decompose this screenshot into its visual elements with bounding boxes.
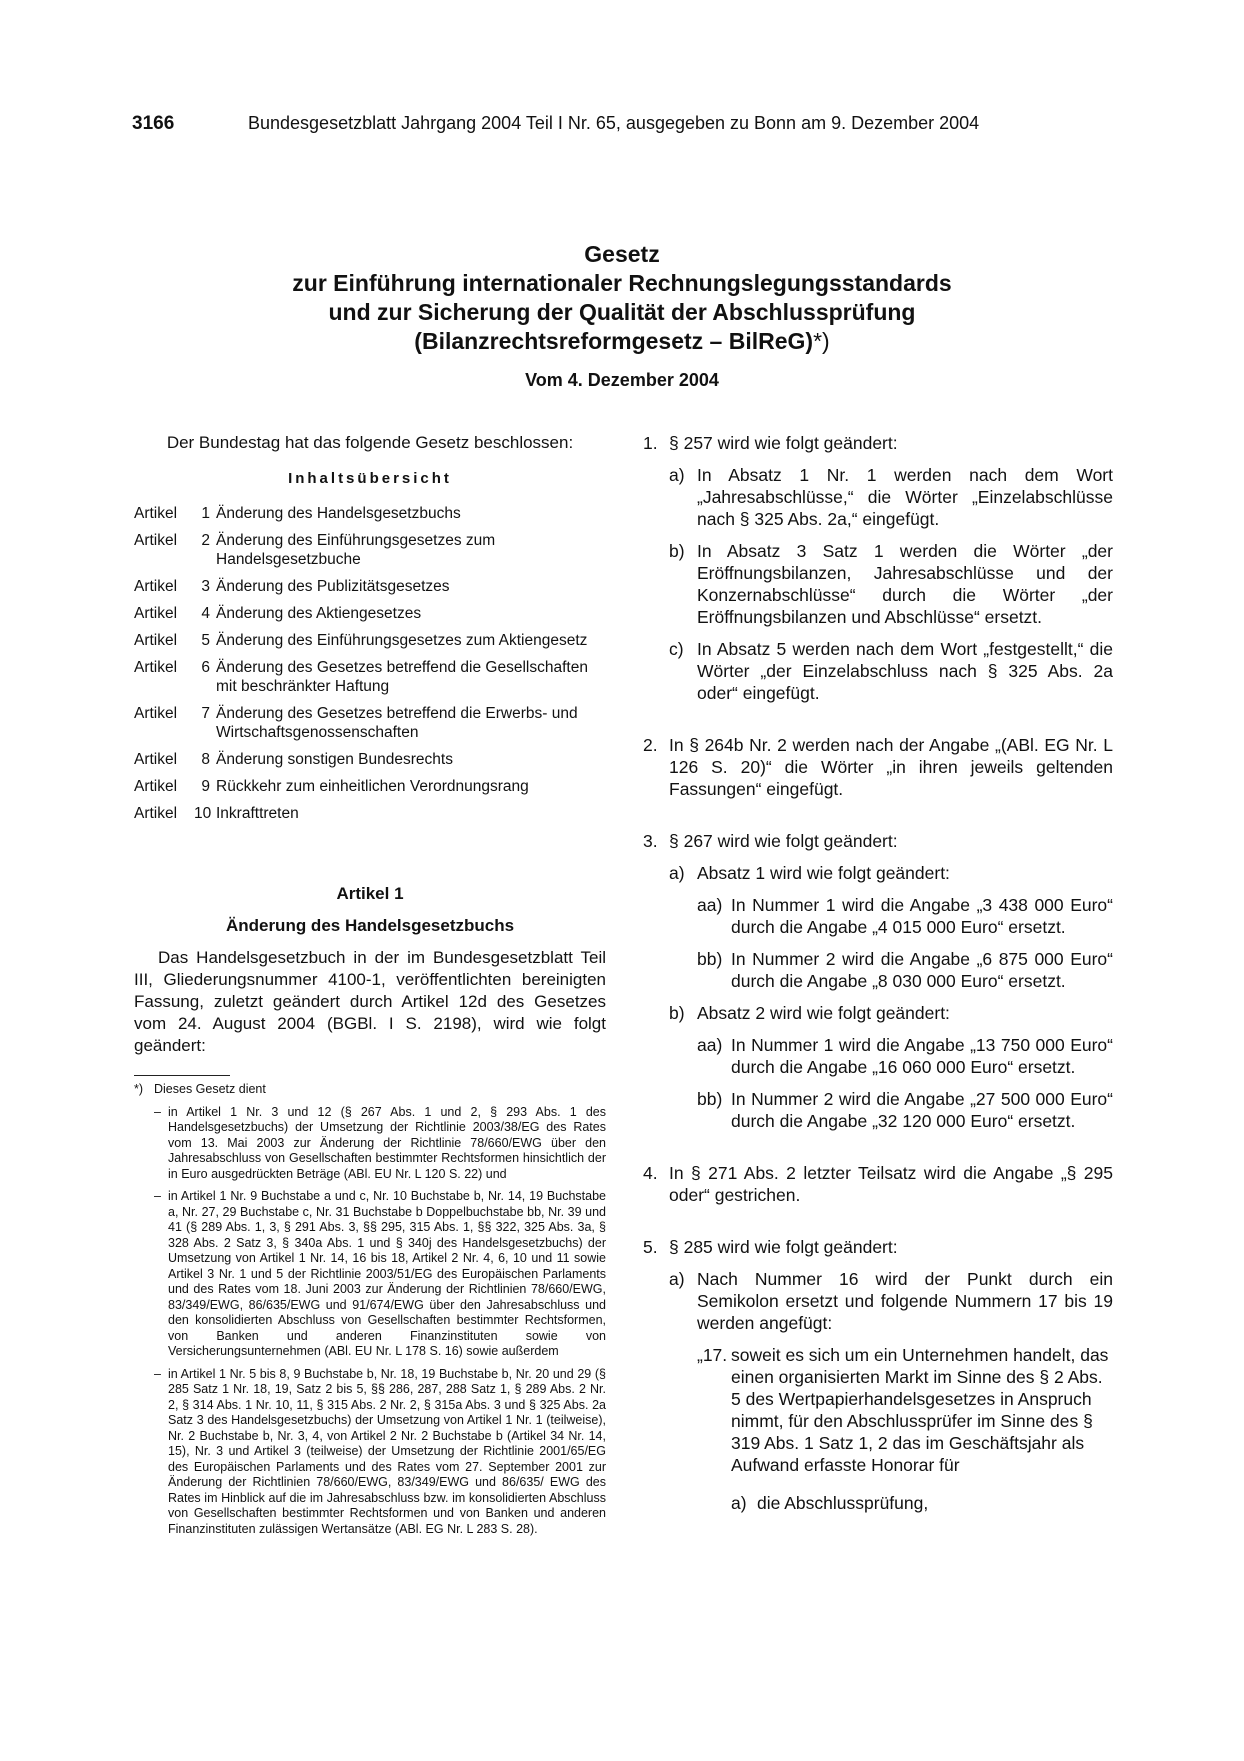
law-date: Vom 4. Dezember 2004 bbox=[525, 370, 719, 390]
item-marker: 3. bbox=[643, 831, 658, 851]
item-text: § 267 wird wie folgt geändert: bbox=[669, 831, 898, 851]
title-line-1: Gesetz bbox=[584, 241, 660, 267]
dash: – bbox=[154, 1189, 161, 1203]
toc-num: 4 bbox=[201, 605, 210, 622]
dash: – bbox=[154, 1366, 161, 1381]
sub-item bbox=[669, 1002, 1113, 1024]
toc-num: 5 bbox=[201, 632, 210, 649]
left-column bbox=[134, 432, 606, 1537]
toc-label: Artikel bbox=[134, 605, 178, 622]
amendment-item bbox=[643, 830, 1113, 1132]
sub-item bbox=[669, 540, 1113, 628]
amendment-item bbox=[643, 432, 1113, 704]
sub-text: Nach Nummer 16 wird der Punkt durch ein Semikolon ersetzt und folgende Nummern 17 bis 19 werden angefügt: bbox=[697, 1269, 1113, 1333]
toc-label: Artikel bbox=[134, 778, 178, 795]
toc-text: Änderung des Einführungsgesetzes zum Aktiengesetz bbox=[216, 632, 588, 649]
amendment-item bbox=[643, 1162, 1113, 1206]
new-number-sub-text: die Abschlussprüfung, bbox=[757, 1493, 929, 1513]
sub-marker: a) bbox=[669, 1269, 685, 1289]
toc-label: Artikel bbox=[134, 632, 178, 649]
new-number-sub-item bbox=[731, 1492, 1113, 1514]
law-title bbox=[0, 240, 1244, 356]
subsub-item bbox=[697, 1034, 1113, 1078]
toc-list bbox=[134, 504, 606, 823]
toc-label: Artikel bbox=[134, 532, 178, 549]
footnote-item bbox=[134, 1367, 606, 1538]
toc-num: 2 bbox=[201, 532, 210, 549]
new-number-text: soweit es sich um ein Unternehmen handelt, das einen organisierten Markt im Sinne des § 2 Abs. 5 des Wertpapierhandelsgesetzes in Anspruch nimmt, für den Abschlussprüfer im Sinne des § 319 Abs. 1 Satz 1, 2 das im Geschäftsjahr als Aufwand erfasste Honorar für bbox=[731, 1345, 1109, 1475]
subsub-marker: aa) bbox=[697, 1035, 723, 1055]
item-text: In § 264b Nr. 2 werden nach der Angabe „(ABl. EG Nr. L 126 S. 20)“ die Wörter „in ihren jeweils geltenden Fassungen“ eingefügt. bbox=[669, 735, 1113, 799]
subsub-marker: bb) bbox=[697, 1089, 723, 1109]
footnote-item bbox=[134, 1189, 606, 1360]
title-line-4-text: (Bilanzrechtsreformgesetz – BilReG) bbox=[414, 328, 814, 354]
toc-num: 1 bbox=[201, 505, 210, 522]
article-body: Das Handelsgesetzbuch in der im Bundesgesetzblatt Teil III, Gliederungsnummer 4100-1, veröffentlichten bereinigten Fassung, zuletzt geändert durch Artikel 12d des Gesetzes vom 24. August 2004 (BGBl. I S. 2198), wird wie folgt geändert: bbox=[134, 948, 606, 1055]
new-number-marker: „17. bbox=[697, 1345, 728, 1365]
footnote bbox=[134, 1082, 606, 1537]
page-number: 3166 bbox=[132, 113, 175, 134]
footnote-item-text: in Artikel 1 Nr. 5 bis 8, 9 Buchstabe b, Nr. 18, 19 Buchstabe b, Nr. 20 und 29 (§ 285 Satz 1 Nr. 18, 19, Satz 2 bis 5, §§ 286, 287, 288 Satz 1, § 289 Abs. 2 Nr. 2, § 314 Abs. 1 Nr. 10, 11, § 315 Abs. 2 Nr. 2, § 315a Abs. 3 und § 325 Abs. 2a Satz 3 des Handelsgesetzbuchs) der Umsetzung von Artikel 1 Nr. 1 (teilweise), Nr. 2 Buchstabe b, Nr. 3, 4, von Artikel 2 Nr. 2 Buchstabe b (Artikel 34 Nr. 14, 15), Nr. 3 und Artikel 3 (teilweise) der Umsetzung der Richtlinie 2001/65/EG des Europäischen Parlaments und des Rates vom 27. September 2001 zur Änderung der Richtlinien 78/660/EWG, 83/349/EWG und 86/635/ EWG des Rates im Hinblick auf die im Jahresabschluss bzw. im konsolidierten Abschluss von Gesellschaften bestimmter Rechtsformen und von Banken und anderen Finanzinstituten zulässigen Wertansätze (ABl. EG Nr. L 283 S. 28). bbox=[168, 1366, 606, 1536]
sub-item bbox=[669, 638, 1113, 704]
new-number-sub-marker: a) bbox=[731, 1493, 747, 1513]
toc-row bbox=[134, 658, 606, 696]
subsub-marker: aa) bbox=[697, 895, 723, 915]
toc-row bbox=[134, 704, 606, 742]
toc-label: Artikel bbox=[134, 705, 178, 722]
toc-row bbox=[134, 750, 606, 769]
toc-row bbox=[134, 531, 606, 569]
footnote-item-text: in Artikel 1 Nr. 3 und 12 (§ 267 Abs. 1 und 2, § 293 Abs. 1 des Handelsgesetzbuchs) der Umsetzung der Richtlinie 2003/38/EG des Rates vom 13. Mai 2003 zur Änderung der Richtlinie 78/660/EWG über den Jahresabschluss von Gesellschaften bestimmter Rechtsformen hinsichtlich der in Euro ausgedrückten Beträge (ABl. EU Nr. L 120 S. 22) und bbox=[168, 1104, 606, 1181]
toc-num: 6 bbox=[201, 659, 210, 676]
sub-text: In Absatz 3 Satz 1 werden die Wörter „der Eröffnungsbilanzen, Jahresabschlüsse und der Konzernabschlüsse“ durch die Wörter „der Eröffnungsbilanzen und Abschlüsse“ ersetzt. bbox=[697, 541, 1113, 627]
footnote-item bbox=[134, 1105, 606, 1183]
new-number-item bbox=[697, 1344, 1113, 1476]
sub-marker: a) bbox=[669, 465, 685, 485]
toc-num: 7 bbox=[201, 705, 210, 722]
toc-text: Änderung des Aktiengesetzes bbox=[216, 605, 422, 622]
sub-marker: a) bbox=[669, 863, 685, 883]
item-marker: 1. bbox=[643, 433, 658, 453]
toc-row bbox=[134, 631, 606, 650]
toc-row bbox=[134, 777, 606, 796]
toc-row bbox=[134, 504, 606, 523]
article-subheading: Änderung des Handelsgesetzbuchs bbox=[225, 916, 515, 935]
toc-label: Artikel bbox=[134, 578, 178, 595]
sub-text: In Absatz 5 werden nach dem Wort „festgestellt,“ die Wörter „der Einzelabschluss nach § 325 Abs. 2a oder“ eingefügt. bbox=[697, 639, 1113, 703]
sub-marker: c) bbox=[669, 639, 684, 659]
subsub-item bbox=[697, 894, 1113, 938]
sub-text: Absatz 1 wird wie folgt geändert: bbox=[697, 863, 950, 883]
item-text: § 257 wird wie folgt geändert: bbox=[669, 433, 898, 453]
title-line-3: und zur Sicherung der Qualität der Abschlussprüfung bbox=[328, 299, 916, 325]
footnote-title-row bbox=[134, 1082, 606, 1098]
item-marker: 2. bbox=[643, 735, 658, 755]
toc-label: Artikel bbox=[134, 751, 178, 768]
toc-num: 8 bbox=[201, 751, 210, 768]
toc-text: Änderung sonstigen Bundesrechts bbox=[216, 751, 453, 768]
toc-text: Änderung des Gesetzes betreffend die Gesellschaften mit beschränkter Haftung bbox=[216, 659, 588, 695]
toc-num: 3 bbox=[201, 578, 210, 595]
toc-heading: Inhaltsübersicht bbox=[288, 470, 452, 487]
footnote-mark: *) bbox=[134, 1082, 144, 1096]
sub-item bbox=[669, 1268, 1113, 1334]
item-marker: 5. bbox=[643, 1237, 658, 1257]
sub-item bbox=[669, 464, 1113, 530]
item-text: § 285 wird wie folgt geändert: bbox=[669, 1237, 898, 1257]
sub-marker: b) bbox=[669, 1003, 685, 1023]
toc-text: Änderung des Gesetzes betreffend die Erwerbs- und Wirtschaftsgenossenschaften bbox=[216, 705, 578, 741]
toc-text: Änderung des Publizitätsgesetzes bbox=[216, 578, 450, 595]
intro-sentence: Der Bundestag hat das folgende Gesetz beschlossen: bbox=[166, 433, 574, 452]
article-heading: Artikel 1 bbox=[336, 884, 404, 903]
toc-num: 9 bbox=[201, 778, 210, 795]
toc-text: Änderung des Handelsgesetzbuchs bbox=[216, 505, 461, 522]
amendment-item bbox=[643, 734, 1113, 800]
subsub-text: In Nummer 2 wird die Angabe „6 875 000 Euro“ durch die Angabe „8 030 000 Euro“ ersetzt. bbox=[731, 949, 1113, 991]
sub-item bbox=[669, 862, 1113, 884]
subsub-item bbox=[697, 948, 1113, 992]
toc-num: 10 bbox=[194, 805, 212, 822]
toc-row bbox=[134, 577, 606, 596]
toc-label: Artikel bbox=[134, 505, 178, 522]
toc-label: Artikel bbox=[134, 805, 178, 822]
title-line-2: zur Einführung internationaler Rechnungslegungsstandards bbox=[292, 270, 952, 296]
toc-text: Rückkehr zum einheitlichen Verordnungsrang bbox=[216, 778, 529, 795]
footnote-divider bbox=[134, 1075, 230, 1076]
sub-text: In Absatz 1 Nr. 1 werden nach dem Wort „Jahresabschlüsse,“ die Wörter „Einzelabschlüsse nach § 325 Abs. 2a,“ eingefügt. bbox=[697, 465, 1113, 529]
title-footnote-mark[interactable]: *) bbox=[813, 328, 830, 354]
amendment-item bbox=[643, 1236, 1113, 1514]
toc-text: Inkrafttreten bbox=[216, 805, 299, 822]
subsub-text: In Nummer 1 wird die Angabe „13 750 000 Euro“ durch die Angabe „16 060 000 Euro“ ersetzt. bbox=[731, 1035, 1113, 1077]
toc-row bbox=[134, 804, 606, 823]
footnote-item-text: in Artikel 1 Nr. 9 Buchstabe a und c, Nr. 10 Buchstabe b, Nr. 14, 19 Buchstabe a, Nr. 27, 29 Buchstabe c, Nr. 31 Buchstabe b Doppelbuchstabe bb, Nr. 39 und 41 (§ 289 Abs. 1, 3, § 291 Abs. 3, §§ 295, 315 Abs. 1, §§ 322, 325 Abs. 3a, § 328 Abs. 2 Satz 3, § 340a Abs. 1 und § 340j des Handelsgesetzbuchs) der Umsetzung von Artikel 1 Nr. 14, 16 bis 18, Artikel 2 Nr. 4, 6, 10 und 11 sowie Artikel 3 Nr. 1 und 5 der Richtlinie 2003/51/EG des Europäischen Parlaments und des Rates vom 18. Juni 2003 zur Änderung der Richtlinien 78/660/EWG, 83/349/EWG, 86/635/EWG und 91/674/EWG über den Jahresabschluss und den konsolidierten Abschluss von Gesellschaften bestimmter Rechtsformen, von Banken und anderen Finanzinstituten sowie von Versicherungsunternehmen (ABl. EU Nr. L 178 S. 16) sowie außerdem bbox=[168, 1189, 606, 1358]
subsub-text: In Nummer 1 wird die Angabe „3 438 000 Euro“ durch die Angabe „4 015 000 Euro“ ersetzt. bbox=[731, 895, 1113, 937]
gazette-line: Bundesgesetzblatt Jahrgang 2004 Teil I Nr. 65, ausgegeben zu Bonn am 9. Dezember 2004 bbox=[248, 113, 980, 133]
sub-marker: b) bbox=[669, 541, 685, 561]
item-marker: 4. bbox=[643, 1163, 658, 1183]
toc-label: Artikel bbox=[134, 659, 178, 676]
toc-row bbox=[134, 604, 606, 623]
toc-text: Änderung des Einführungsgesetzes zum Handelsgesetzbuche bbox=[216, 532, 496, 568]
subsub-marker: bb) bbox=[697, 949, 723, 969]
right-column bbox=[643, 432, 1113, 1544]
footnote-title: Dieses Gesetz dient bbox=[154, 1082, 266, 1096]
title-line-4 bbox=[0, 327, 1244, 356]
sub-text: Absatz 2 wird wie folgt geändert: bbox=[697, 1003, 950, 1023]
subsub-text: In Nummer 2 wird die Angabe „27 500 000 Euro“ durch die Angabe „32 120 000 Euro“ ersetzt. bbox=[731, 1089, 1113, 1131]
dash: – bbox=[154, 1104, 161, 1119]
subsub-item bbox=[697, 1088, 1113, 1132]
item-text: In § 271 Abs. 2 letzter Teilsatz wird die Angabe „§ 295 oder“ gestrichen. bbox=[669, 1163, 1113, 1205]
